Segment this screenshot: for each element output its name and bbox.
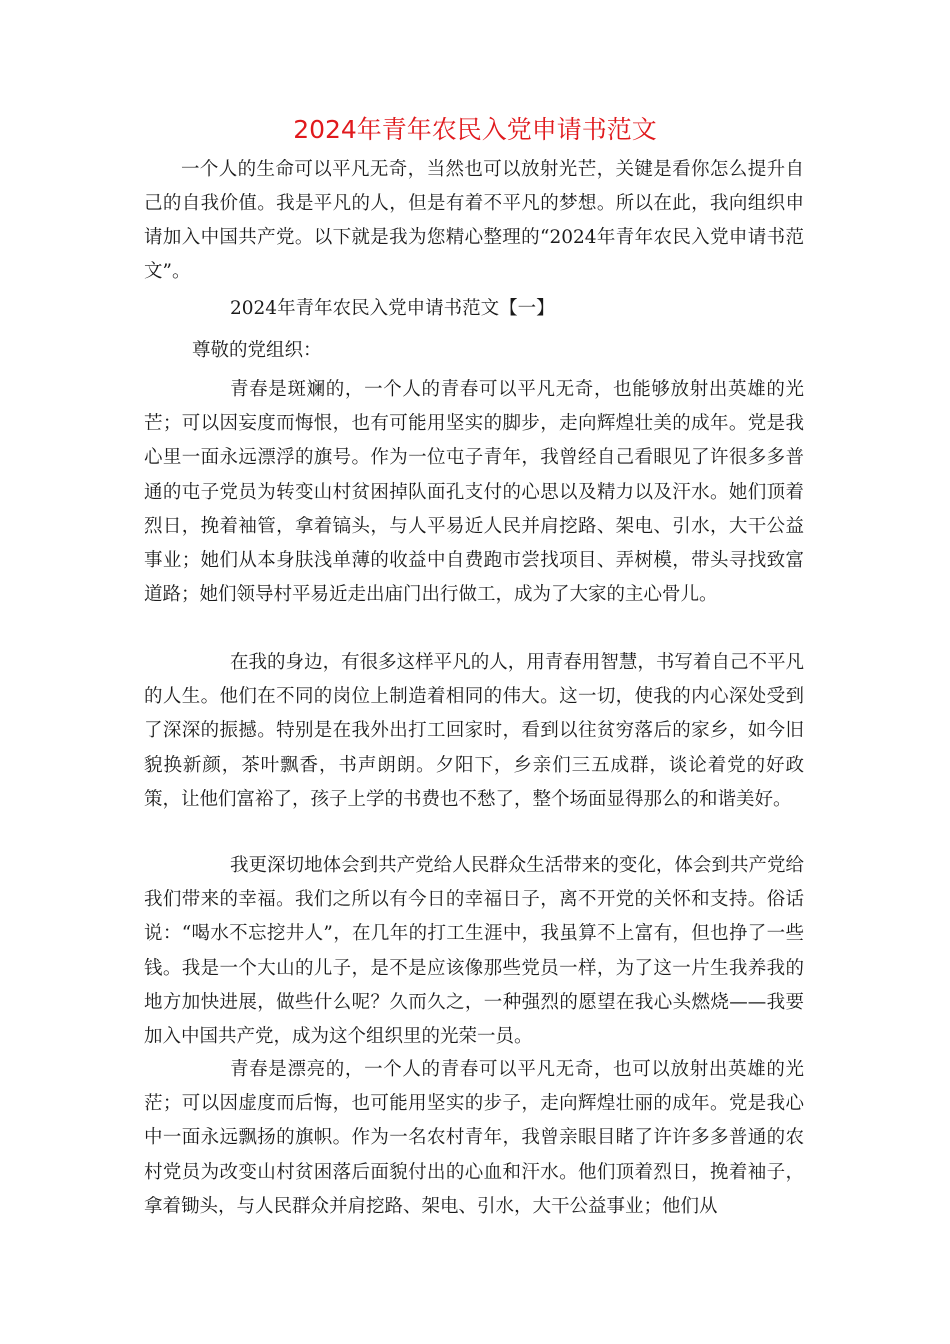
- body-paragraph-2: 在我的身边，有很多这样平凡的人，用青春用智慧，书写着自己不平凡的人生。他们在不同的岗位上制造着相同的伟大。这一切，使我的内心深处受到了深深的振撼。特别是在我外出打工回家时，看到以往贫穷落后的家乡，如今旧貌换新颜，茶叶飘香，书声朗朗。夕阳下，乡亲们三五成群，谈论着党的好政策，让他们富裕了，孩子上学的书费也不愁了，整个场面显得那么的和谐美好。: [144, 652, 804, 810]
- section-subtitle: 2024年青年农民入党申请书范文【一】: [230, 298, 555, 319]
- body-paragraph-1: 青春是斑斓的，一个人的青春可以平凡无奇，也能够放射出英雄的光芒；可以因妄度而悔恨，也有可能用坚实的脚步，走向辉煌壮美的成年。党是我心里一面永远漂浮的旗号。作为一位屯子青年，我曾经自己看眼见了许很多多普通的屯子党员为转变山村贫困掉队面孔支付的心思以及精力以及汗水。她们顶着烈日，挽着袖管，拿着镐头，与人平易近人民并肩挖路、架电、引水，大干公益事业；她们从本身肤浅单薄的收益中自费跑市尝找项目、弄树模，带头寻找致富道路；她们领导村平易近走出庙门出行做工，成为了大家的主心骨儿。: [144, 379, 804, 606]
- salutation: 尊敬的党组织：: [192, 340, 322, 361]
- body-paragraph-4: 青春是漂亮的，一个人的青春可以平凡无奇，也可以放射出英雄的光茫；可以因虚度而后悔，也可能用坚实的步子，走向辉煌壮丽的成年。党是我心中一面永远飘扬的旗帜。作为一名农村青年，我曾亲眼目睹了许许多多普通的农村党员为改变山村贫困落后面貌付出的心血和汗水。他们顶着烈日，挽着袖子，拿着锄头，与人民群众并肩挖路、架电、引水，大干公益事业；他们从: [144, 1059, 804, 1217]
- document-title: 2024年青年农民入党申请书范文: [293, 115, 657, 144]
- intro-paragraph: 一个人的生命可以平凡无奇，当然也可以放射光芒，关键是看你怎么提升自己的自我价值。我是平凡的人，但是有着不平凡的梦想。所以在此，我向组织申请加入中国共产党。以下就是我为您精心整理的“2024年青年农民入党申请书范文”。: [144, 159, 804, 282]
- body-paragraph-3: 我更深切地体会到共产党给人民群众生活带来的变化，体会到共产党给我们带来的幸福。我们之所以有今日的幸福日子，离不开党的关怀和支持。俗话说：“喝水不忘挖井人”，在几年的打工生涯中，我虽算不上富有，但也挣了一些钱。我是一个大山的儿子，是不是应该像那些党员一样，为了这一片生我养我的地方加快进展，做些什么呢？久而久之，一种强烈的愿望在我心头燃烧——我要加入中国共产党，成为这个组织里的光荣一员。: [144, 855, 804, 1048]
